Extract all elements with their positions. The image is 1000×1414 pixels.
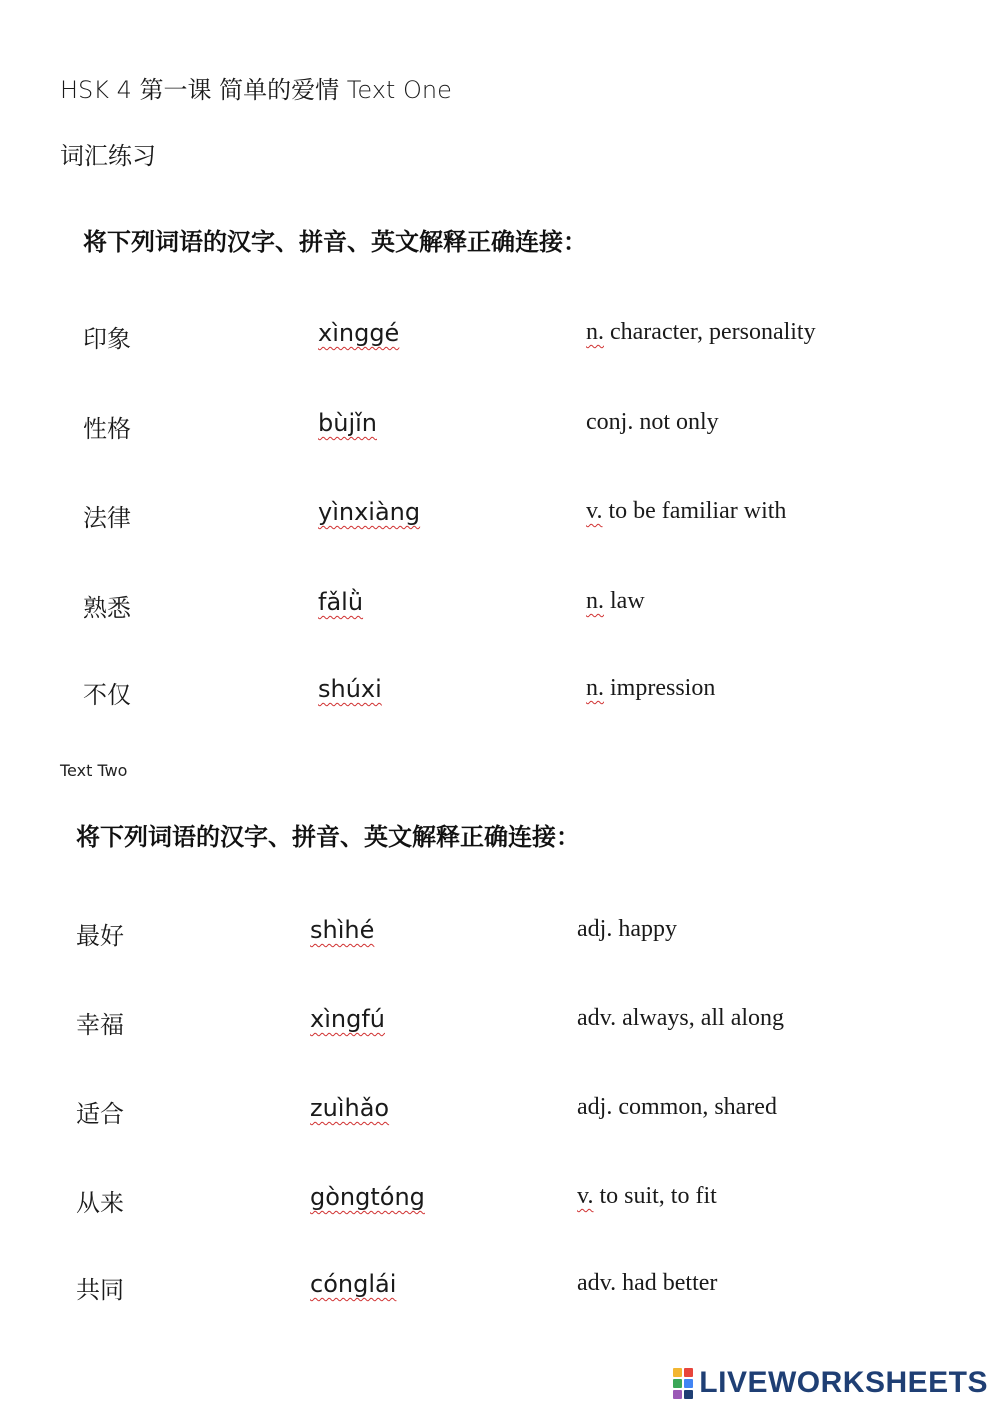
part-of-speech: adv.	[577, 1005, 617, 1031]
logo-square	[673, 1390, 682, 1399]
part-of-speech: conj.	[586, 409, 634, 435]
definition-item[interactable]	[577, 1094, 777, 1121]
section1-instruction: 将下列词语的汉字、拼音、英文解释正确连接：	[83, 228, 587, 256]
pinyin-item[interactable]: gòngtóng	[310, 1183, 425, 1211]
part-of-speech: adj.	[577, 1094, 613, 1120]
hanzi-item[interactable]: 印象	[83, 325, 131, 353]
hanzi-item[interactable]: 最好	[76, 922, 124, 950]
part-of-speech: adv.	[577, 1270, 617, 1296]
pinyin-item[interactable]: bùjǐn	[318, 409, 377, 437]
pinyin-item[interactable]: shìhé	[310, 916, 375, 944]
meaning: law	[604, 588, 645, 614]
logo-mark-icon	[673, 1368, 693, 1399]
hanzi-item[interactable]: 共同	[76, 1276, 124, 1304]
meaning: to be familiar with	[602, 498, 787, 524]
liveworksheets-logo[interactable]	[673, 1366, 988, 1400]
pinyin-item[interactable]: xìnggé	[318, 319, 400, 347]
meaning: to suit, to fit	[593, 1183, 717, 1209]
meaning: not only	[633, 409, 719, 435]
pinyin-item[interactable]: yìnxiàng	[318, 498, 421, 526]
meaning: always, all along	[616, 1005, 785, 1031]
meaning: common, shared	[612, 1094, 777, 1120]
pinyin-item[interactable]: fǎlǜ	[318, 588, 364, 616]
hanzi-item[interactable]: 从来	[76, 1189, 124, 1217]
logo-square	[673, 1379, 682, 1388]
hanzi-item[interactable]: 幸福	[76, 1011, 124, 1039]
logo-square	[684, 1368, 693, 1377]
meaning: character, personality	[604, 319, 816, 345]
definition-item[interactable]	[577, 1183, 717, 1210]
part-of-speech: adj.	[577, 916, 613, 942]
section2-label: Text Two	[60, 761, 128, 780]
logo-square	[684, 1390, 693, 1399]
part-of-speech: n.	[586, 675, 604, 701]
pinyin-item[interactable]: cónglái	[310, 1270, 397, 1298]
hanzi-item[interactable]: 熟悉	[83, 594, 131, 622]
pinyin-item[interactable]: zuìhǎo	[310, 1094, 390, 1122]
part-of-speech: v.	[586, 498, 603, 524]
worksheet-title: HSK 4 第一课 简单的爱情 Text One	[60, 76, 452, 104]
meaning: had better	[616, 1270, 718, 1296]
definition-item[interactable]	[577, 1270, 717, 1297]
worksheet-subtitle: 词汇练习	[60, 142, 156, 170]
pinyin-item[interactable]: xìngfú	[310, 1005, 385, 1033]
definition-item[interactable]	[586, 498, 786, 525]
part-of-speech: n.	[586, 588, 604, 614]
definition-item[interactable]	[586, 675, 715, 702]
logo-square	[673, 1368, 682, 1377]
definition-item[interactable]	[586, 319, 816, 346]
part-of-speech: v.	[577, 1183, 594, 1209]
section2-instruction: 将下列词语的汉字、拼音、英文解释正确连接：	[76, 823, 580, 851]
hanzi-item[interactable]: 不仅	[83, 681, 131, 709]
definition-item[interactable]	[586, 588, 645, 615]
definition-item[interactable]	[586, 409, 719, 436]
hanzi-item[interactable]: 性格	[83, 415, 131, 443]
definition-item[interactable]	[577, 916, 677, 943]
definition-item[interactable]	[577, 1005, 784, 1032]
part-of-speech: n.	[586, 319, 604, 345]
logo-text: LIVEWORKSHEETS	[699, 1366, 988, 1399]
meaning: happy	[612, 916, 677, 942]
hanzi-item[interactable]: 适合	[76, 1100, 124, 1128]
logo-square	[684, 1379, 693, 1388]
meaning: impression	[604, 675, 716, 701]
pinyin-item[interactable]: shúxi	[318, 675, 382, 703]
hanzi-item[interactable]: 法律	[83, 504, 131, 532]
